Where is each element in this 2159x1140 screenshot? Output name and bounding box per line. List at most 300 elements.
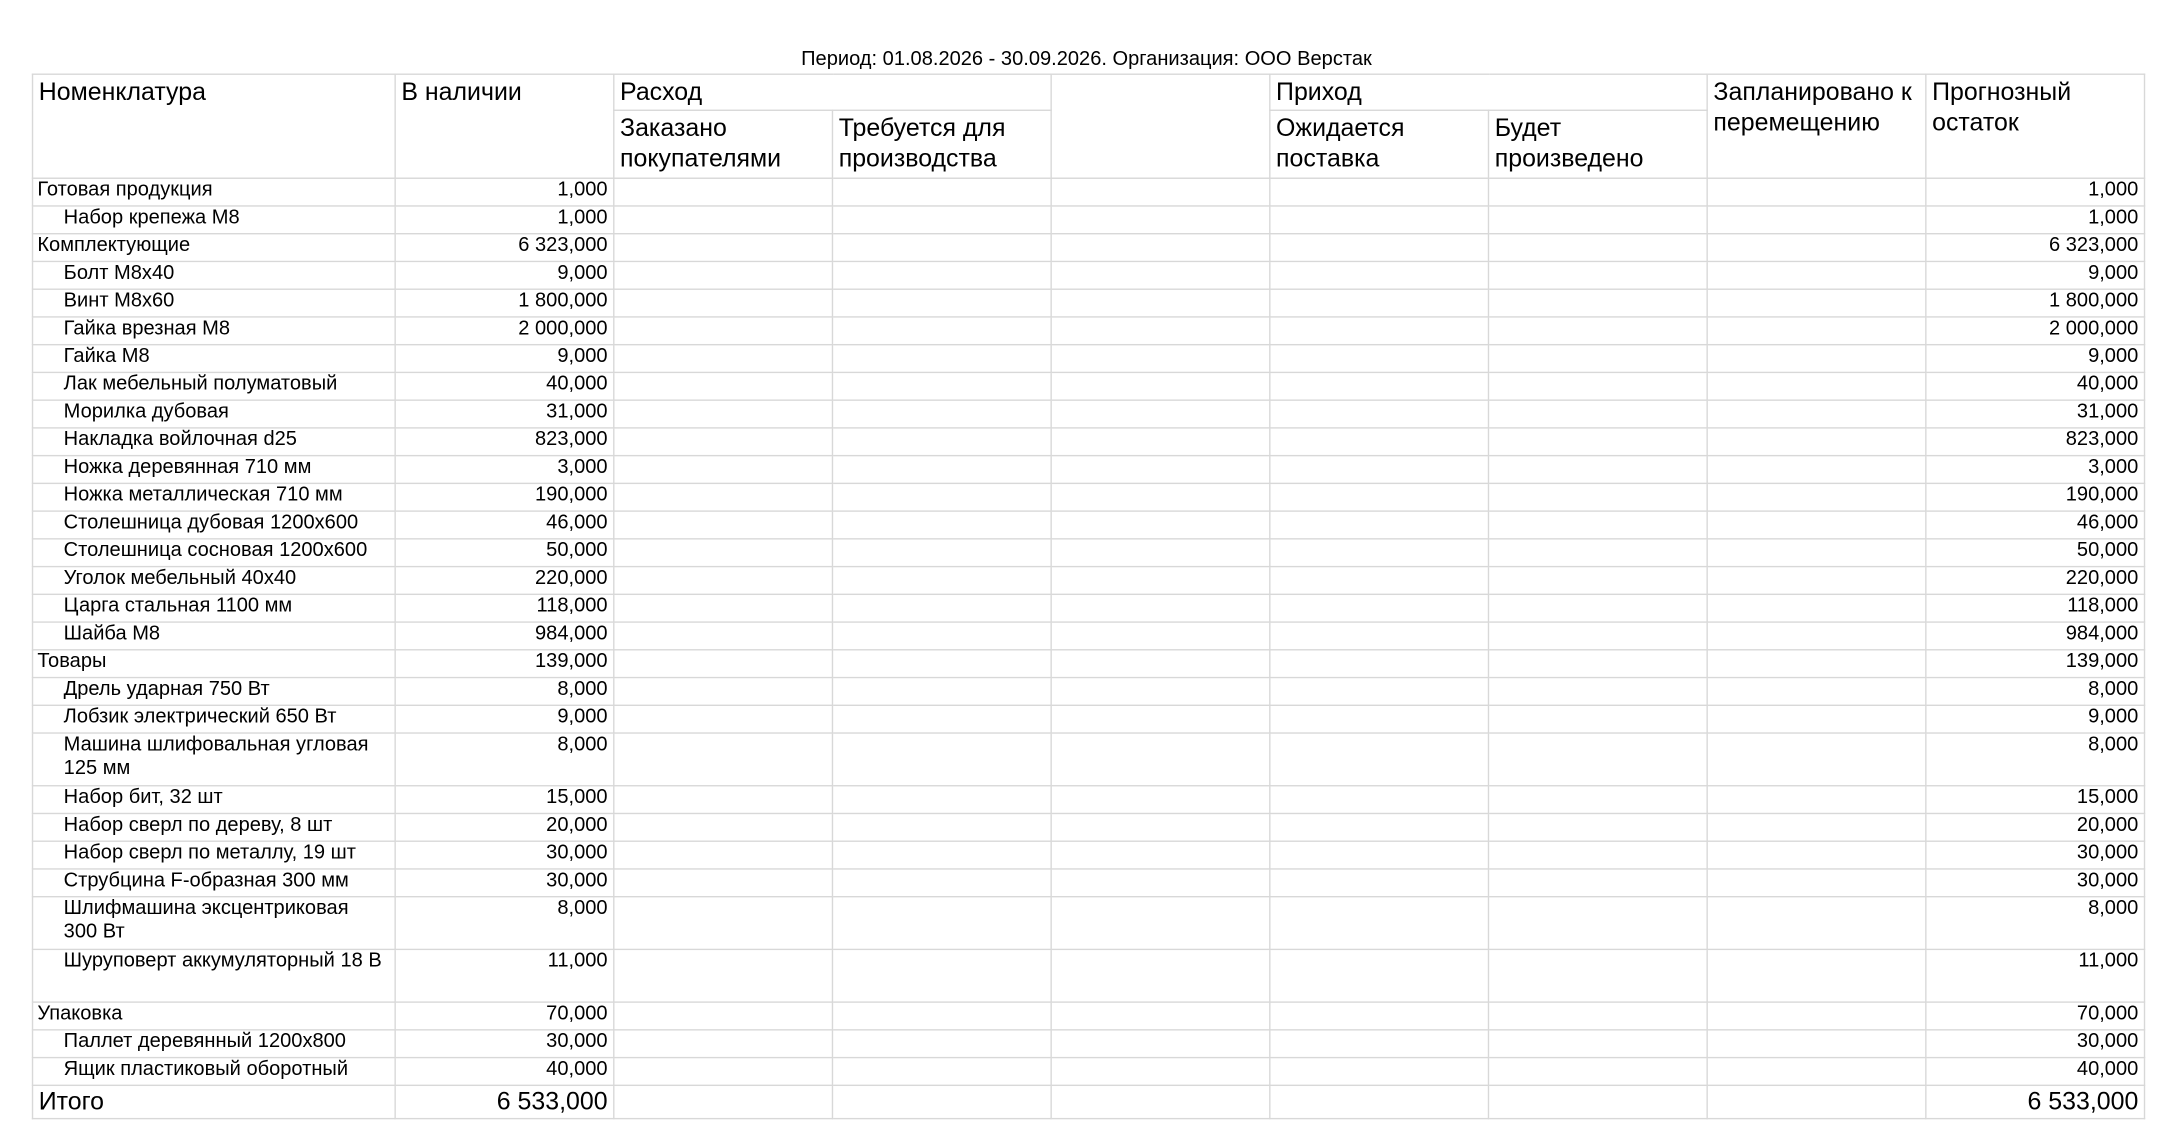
in-stock-cell: 1,000 bbox=[395, 178, 614, 206]
empty-cell bbox=[1270, 1058, 1489, 1086]
item-name: Лобзик электрический 650 Вт bbox=[33, 705, 396, 733]
empty-cell bbox=[1707, 483, 1926, 511]
empty-cell bbox=[1707, 539, 1926, 567]
empty-cell bbox=[1488, 650, 1707, 678]
item-name: Дрель ударная 750 Вт bbox=[33, 678, 396, 706]
forecast-cell: 118,000 bbox=[1926, 594, 2145, 622]
forecast-cell: 50,000 bbox=[1926, 539, 2145, 567]
empty-cell bbox=[1488, 483, 1707, 511]
empty-cell bbox=[1488, 813, 1707, 841]
empty-cell bbox=[1707, 1058, 1926, 1086]
empty-cell bbox=[1488, 317, 1707, 345]
empty-cell bbox=[1707, 650, 1926, 678]
empty-cell bbox=[1270, 234, 1489, 262]
empty-cell bbox=[1270, 786, 1489, 814]
total-in-stock: 6 533,000 bbox=[395, 1085, 614, 1118]
forecast-cell: 30,000 bbox=[1926, 869, 2145, 897]
empty-cell bbox=[832, 733, 1051, 786]
item-row bbox=[33, 1030, 2145, 1058]
item-row bbox=[33, 317, 2145, 345]
empty-cell bbox=[1707, 372, 1926, 400]
forecast-cell: 8,000 bbox=[1926, 678, 2145, 706]
forecast-cell: 2 000,000 bbox=[1926, 317, 2145, 345]
empty-cell bbox=[1270, 483, 1489, 511]
empty-cell bbox=[1270, 1030, 1489, 1058]
forecast-cell: 8,000 bbox=[1926, 733, 2145, 786]
empty-cell bbox=[614, 786, 833, 814]
item-name: Столешница сосновая 1200х600 bbox=[33, 539, 396, 567]
item-name: Лак мебельный полуматовый bbox=[33, 372, 396, 400]
in-stock-cell: 15,000 bbox=[395, 786, 614, 814]
empty-cell bbox=[1707, 456, 1926, 484]
empty-cell bbox=[614, 733, 833, 786]
empty-cell bbox=[614, 594, 833, 622]
item-name: Набор сверл по дереву, 8 шт bbox=[33, 813, 396, 841]
forecast-cell: 823,000 bbox=[1926, 428, 2145, 456]
in-stock-cell: 40,000 bbox=[395, 372, 614, 400]
empty-cell bbox=[614, 678, 833, 706]
empty-cell bbox=[614, 897, 833, 950]
empty-cell bbox=[1051, 622, 1270, 650]
empty-cell bbox=[832, 594, 1051, 622]
item-name: Паллет деревянный 1200х800 bbox=[33, 1030, 396, 1058]
empty-cell bbox=[1488, 841, 1707, 869]
forecast-cell: 1,000 bbox=[1926, 178, 2145, 206]
empty-cell bbox=[832, 483, 1051, 511]
empty-cell bbox=[1488, 594, 1707, 622]
empty-cell bbox=[1488, 345, 1707, 373]
empty-cell bbox=[1051, 841, 1270, 869]
empty-cell bbox=[1707, 289, 1926, 317]
empty-cell bbox=[832, 511, 1051, 539]
empty-cell bbox=[1051, 650, 1270, 678]
empty-cell bbox=[1270, 897, 1489, 950]
empty-cell bbox=[614, 1030, 833, 1058]
empty-cell bbox=[614, 289, 833, 317]
empty-cell bbox=[614, 813, 833, 841]
empty-cell bbox=[832, 428, 1051, 456]
in-stock-cell: 9,000 bbox=[395, 261, 614, 289]
empty-cell bbox=[1051, 206, 1270, 234]
total-cell bbox=[1488, 1085, 1707, 1118]
empty-cell bbox=[614, 234, 833, 262]
col-header-expense: Расход bbox=[614, 74, 1051, 110]
empty-cell bbox=[832, 1058, 1051, 1086]
empty-cell bbox=[1488, 786, 1707, 814]
empty-cell bbox=[1270, 317, 1489, 345]
item-row bbox=[33, 261, 2145, 289]
group-name: Готовая продукция bbox=[33, 178, 396, 206]
empty-cell bbox=[1270, 650, 1489, 678]
item-row bbox=[33, 511, 2145, 539]
forecast-cell: 9,000 bbox=[1926, 261, 2145, 289]
item-name: Набор сверл по металлу, 19 шт bbox=[33, 841, 396, 869]
in-stock-cell: 8,000 bbox=[395, 897, 614, 950]
empty-cell bbox=[614, 841, 833, 869]
in-stock-cell: 30,000 bbox=[395, 1030, 614, 1058]
empty-cell bbox=[1488, 705, 1707, 733]
empty-cell bbox=[1051, 869, 1270, 897]
forecast-cell: 70,000 bbox=[1926, 1002, 2145, 1030]
empty-cell bbox=[832, 206, 1051, 234]
forecast-cell: 9,000 bbox=[1926, 345, 2145, 373]
in-stock-cell: 9,000 bbox=[395, 345, 614, 373]
item-row bbox=[33, 949, 2145, 1002]
empty-cell bbox=[1707, 567, 1926, 595]
empty-cell bbox=[1707, 733, 1926, 786]
empty-cell bbox=[1488, 234, 1707, 262]
empty-cell bbox=[1270, 372, 1489, 400]
item-row bbox=[33, 869, 2145, 897]
empty-cell bbox=[1270, 869, 1489, 897]
in-stock-cell: 8,000 bbox=[395, 678, 614, 706]
item-name: Накладка войлочная d25 bbox=[33, 428, 396, 456]
col-header-forecast-balance: Прогнозный остаток bbox=[1926, 74, 2145, 178]
in-stock-cell: 2 000,000 bbox=[395, 317, 614, 345]
in-stock-cell: 1 800,000 bbox=[395, 289, 614, 317]
empty-cell bbox=[1488, 428, 1707, 456]
empty-cell bbox=[1270, 456, 1489, 484]
empty-cell bbox=[614, 428, 833, 456]
in-stock-cell: 3,000 bbox=[395, 456, 614, 484]
item-name: Шлифмашина эксцентриковая 300 Вт bbox=[33, 897, 396, 950]
empty-cell bbox=[614, 511, 833, 539]
empty-cell bbox=[1707, 511, 1926, 539]
empty-cell bbox=[614, 567, 833, 595]
empty-cell bbox=[1270, 813, 1489, 841]
item-name: Уголок мебельный 40х40 bbox=[33, 567, 396, 595]
empty-cell bbox=[1707, 1030, 1926, 1058]
empty-cell bbox=[832, 345, 1051, 373]
item-row bbox=[33, 372, 2145, 400]
empty-cell bbox=[1051, 1030, 1270, 1058]
empty-cell bbox=[832, 949, 1051, 1002]
total-cell bbox=[832, 1085, 1051, 1118]
empty-cell bbox=[1488, 567, 1707, 595]
empty-cell bbox=[614, 1058, 833, 1086]
item-row bbox=[33, 841, 2145, 869]
item-name: Морилка дубовая bbox=[33, 400, 396, 428]
empty-cell bbox=[832, 372, 1051, 400]
empty-cell bbox=[1051, 949, 1270, 1002]
empty-cell bbox=[1270, 539, 1489, 567]
empty-cell bbox=[1707, 234, 1926, 262]
in-stock-cell: 70,000 bbox=[395, 1002, 614, 1030]
empty-cell bbox=[1270, 345, 1489, 373]
empty-cell bbox=[1707, 897, 1926, 950]
item-name: Гайка врезная М8 bbox=[33, 317, 396, 345]
empty-cell bbox=[1051, 372, 1270, 400]
in-stock-cell: 139,000 bbox=[395, 650, 614, 678]
empty-cell bbox=[1707, 622, 1926, 650]
item-name: Ящик пластиковый оборотный bbox=[33, 1058, 396, 1086]
total-cell bbox=[614, 1085, 833, 1118]
forecast-cell: 20,000 bbox=[1926, 813, 2145, 841]
empty-cell bbox=[1707, 428, 1926, 456]
empty-cell bbox=[614, 622, 833, 650]
in-stock-cell: 30,000 bbox=[395, 841, 614, 869]
empty-cell bbox=[1707, 345, 1926, 373]
empty-cell bbox=[832, 678, 1051, 706]
in-stock-cell: 6 323,000 bbox=[395, 234, 614, 262]
item-name: Струбцина F-образная 300 мм bbox=[33, 869, 396, 897]
item-name: Винт М8х60 bbox=[33, 289, 396, 317]
empty-cell bbox=[832, 289, 1051, 317]
empty-cell bbox=[1707, 869, 1926, 897]
empty-cell bbox=[1270, 841, 1489, 869]
empty-cell bbox=[1707, 786, 1926, 814]
item-row bbox=[33, 428, 2145, 456]
empty-cell bbox=[1707, 594, 1926, 622]
empty-cell bbox=[1051, 1058, 1270, 1086]
stock-forecast-table bbox=[32, 74, 2145, 1120]
empty-cell bbox=[1488, 289, 1707, 317]
col-header-nomenclature: Номенклатура bbox=[33, 74, 396, 178]
item-row bbox=[33, 786, 2145, 814]
empty-cell bbox=[1488, 539, 1707, 567]
empty-cell bbox=[1270, 206, 1489, 234]
empty-cell bbox=[1707, 813, 1926, 841]
in-stock-cell: 220,000 bbox=[395, 567, 614, 595]
empty-cell bbox=[1051, 234, 1270, 262]
empty-cell bbox=[1051, 705, 1270, 733]
empty-cell bbox=[1707, 178, 1926, 206]
empty-cell bbox=[1270, 705, 1489, 733]
empty-cell bbox=[614, 650, 833, 678]
forecast-cell: 40,000 bbox=[1926, 1058, 2145, 1086]
empty-cell bbox=[1488, 733, 1707, 786]
empty-cell bbox=[1051, 594, 1270, 622]
col-header-required-for-production: Требуется для производства bbox=[832, 110, 1051, 178]
empty-cell bbox=[1488, 949, 1707, 1002]
empty-cell bbox=[1488, 869, 1707, 897]
empty-cell bbox=[1051, 456, 1270, 484]
empty-cell bbox=[1051, 678, 1270, 706]
header-row-1 bbox=[33, 74, 2145, 110]
empty-cell bbox=[1051, 1002, 1270, 1030]
empty-cell bbox=[614, 345, 833, 373]
col-header-planned-transfer: Запланировано к перемещению bbox=[1707, 74, 1926, 178]
empty-cell bbox=[1051, 813, 1270, 841]
empty-cell bbox=[1270, 1002, 1489, 1030]
total-cell bbox=[1707, 1085, 1926, 1118]
empty-cell bbox=[1488, 897, 1707, 950]
in-stock-cell: 823,000 bbox=[395, 428, 614, 456]
total-row bbox=[33, 1085, 2145, 1118]
empty-cell bbox=[1270, 178, 1489, 206]
forecast-cell: 15,000 bbox=[1926, 786, 2145, 814]
empty-cell bbox=[832, 178, 1051, 206]
empty-cell bbox=[1051, 483, 1270, 511]
empty-cell bbox=[1707, 206, 1926, 234]
in-stock-cell: 118,000 bbox=[395, 594, 614, 622]
forecast-cell: 11,000 bbox=[1926, 949, 2145, 1002]
in-stock-cell: 8,000 bbox=[395, 733, 614, 786]
empty-cell bbox=[614, 178, 833, 206]
empty-cell bbox=[832, 1002, 1051, 1030]
item-row bbox=[33, 897, 2145, 950]
group-name: Упаковка bbox=[33, 1002, 396, 1030]
item-row bbox=[33, 594, 2145, 622]
empty-cell bbox=[1488, 206, 1707, 234]
in-stock-cell: 46,000 bbox=[395, 511, 614, 539]
in-stock-cell: 190,000 bbox=[395, 483, 614, 511]
forecast-cell: 1,000 bbox=[1926, 206, 2145, 234]
empty-cell bbox=[1707, 949, 1926, 1002]
empty-cell bbox=[1051, 428, 1270, 456]
empty-cell bbox=[1270, 261, 1489, 289]
empty-cell bbox=[832, 650, 1051, 678]
item-name: Шуруповерт аккумуляторный 18 В bbox=[33, 949, 396, 1002]
empty-cell bbox=[614, 483, 833, 511]
total-cell bbox=[1270, 1085, 1489, 1118]
item-name: Машина шлифовальная угловая 125 мм bbox=[33, 733, 396, 786]
item-row bbox=[33, 289, 2145, 317]
item-name: Столешница дубовая 1200х600 bbox=[33, 511, 396, 539]
empty-cell bbox=[614, 869, 833, 897]
empty-cell bbox=[832, 897, 1051, 950]
empty-cell bbox=[1270, 400, 1489, 428]
item-row bbox=[33, 705, 2145, 733]
empty-cell bbox=[614, 400, 833, 428]
empty-cell bbox=[1707, 678, 1926, 706]
empty-cell bbox=[1051, 786, 1270, 814]
forecast-cell: 3,000 bbox=[1926, 456, 2145, 484]
empty-cell bbox=[1707, 1002, 1926, 1030]
item-row bbox=[33, 733, 2145, 786]
forecast-cell: 6 323,000 bbox=[1926, 234, 2145, 262]
total-cell bbox=[1051, 1085, 1270, 1118]
item-name: Гайка М8 bbox=[33, 345, 396, 373]
col-header-blank bbox=[1051, 74, 1270, 178]
empty-cell bbox=[1488, 261, 1707, 289]
empty-cell bbox=[832, 261, 1051, 289]
in-stock-cell: 50,000 bbox=[395, 539, 614, 567]
item-row bbox=[33, 678, 2145, 706]
empty-cell bbox=[1707, 261, 1926, 289]
empty-cell bbox=[614, 206, 833, 234]
group-row bbox=[33, 1002, 2145, 1030]
empty-cell bbox=[1270, 567, 1489, 595]
empty-cell bbox=[1488, 456, 1707, 484]
group-name: Комплектующие bbox=[33, 234, 396, 262]
item-row bbox=[33, 539, 2145, 567]
empty-cell bbox=[1051, 289, 1270, 317]
in-stock-cell: 40,000 bbox=[395, 1058, 614, 1086]
empty-cell bbox=[1707, 841, 1926, 869]
forecast-cell: 40,000 bbox=[1926, 372, 2145, 400]
empty-cell bbox=[614, 539, 833, 567]
forecast-cell: 1 800,000 bbox=[1926, 289, 2145, 317]
empty-cell bbox=[1488, 1002, 1707, 1030]
item-row bbox=[33, 622, 2145, 650]
forecast-cell: 30,000 bbox=[1926, 841, 2145, 869]
empty-cell bbox=[1051, 400, 1270, 428]
item-name: Царга стальная 1100 мм bbox=[33, 594, 396, 622]
empty-cell bbox=[614, 705, 833, 733]
forecast-cell: 30,000 bbox=[1926, 1030, 2145, 1058]
empty-cell bbox=[832, 456, 1051, 484]
item-name: Набор бит, 32 шт bbox=[33, 786, 396, 814]
empty-cell bbox=[1270, 949, 1489, 1002]
empty-cell bbox=[1051, 511, 1270, 539]
total-label: Итого bbox=[33, 1085, 396, 1118]
in-stock-cell: 20,000 bbox=[395, 813, 614, 841]
item-row bbox=[33, 206, 2145, 234]
empty-cell bbox=[1270, 622, 1489, 650]
group-row bbox=[33, 234, 2145, 262]
forecast-cell: 8,000 bbox=[1926, 897, 2145, 950]
empty-cell bbox=[1051, 539, 1270, 567]
empty-cell bbox=[1488, 372, 1707, 400]
total-forecast: 6 533,000 bbox=[1926, 1085, 2145, 1118]
empty-cell bbox=[1488, 1030, 1707, 1058]
empty-cell bbox=[832, 567, 1051, 595]
empty-cell bbox=[614, 372, 833, 400]
item-row bbox=[33, 345, 2145, 373]
item-row bbox=[33, 567, 2145, 595]
report-body bbox=[33, 178, 2145, 1085]
empty-cell bbox=[832, 400, 1051, 428]
forecast-cell: 9,000 bbox=[1926, 705, 2145, 733]
empty-cell bbox=[832, 705, 1051, 733]
item-row bbox=[33, 400, 2145, 428]
forecast-cell: 46,000 bbox=[1926, 511, 2145, 539]
empty-cell bbox=[614, 261, 833, 289]
empty-cell bbox=[832, 841, 1051, 869]
forecast-cell: 190,000 bbox=[1926, 483, 2145, 511]
item-name: Шайба М8 bbox=[33, 622, 396, 650]
in-stock-cell: 1,000 bbox=[395, 206, 614, 234]
empty-cell bbox=[1270, 428, 1489, 456]
empty-cell bbox=[1051, 733, 1270, 786]
empty-cell bbox=[1707, 400, 1926, 428]
group-name: Товары bbox=[33, 650, 396, 678]
empty-cell bbox=[1488, 678, 1707, 706]
empty-cell bbox=[832, 539, 1051, 567]
item-name: Ножка металлическая 710 мм bbox=[33, 483, 396, 511]
empty-cell bbox=[1488, 178, 1707, 206]
in-stock-cell: 11,000 bbox=[395, 949, 614, 1002]
in-stock-cell: 9,000 bbox=[395, 705, 614, 733]
empty-cell bbox=[1051, 567, 1270, 595]
empty-cell bbox=[1488, 622, 1707, 650]
item-row bbox=[33, 813, 2145, 841]
item-name: Набор крепежа М8 bbox=[33, 206, 396, 234]
in-stock-cell: 30,000 bbox=[395, 869, 614, 897]
item-name: Ножка деревянная 710 мм bbox=[33, 456, 396, 484]
empty-cell bbox=[1488, 400, 1707, 428]
item-row bbox=[33, 483, 2145, 511]
in-stock-cell: 984,000 bbox=[395, 622, 614, 650]
empty-cell bbox=[1270, 511, 1489, 539]
empty-cell bbox=[1270, 289, 1489, 317]
empty-cell bbox=[1270, 733, 1489, 786]
empty-cell bbox=[832, 813, 1051, 841]
col-header-in-stock: В наличии bbox=[395, 74, 614, 178]
empty-cell bbox=[1488, 1058, 1707, 1086]
empty-cell bbox=[832, 234, 1051, 262]
empty-cell bbox=[1051, 317, 1270, 345]
in-stock-cell: 31,000 bbox=[395, 400, 614, 428]
empty-cell bbox=[614, 317, 833, 345]
forecast-cell: 984,000 bbox=[1926, 622, 2145, 650]
empty-cell bbox=[832, 1030, 1051, 1058]
empty-cell bbox=[832, 869, 1051, 897]
group-row bbox=[33, 650, 2145, 678]
col-header-income: Приход bbox=[1270, 74, 1707, 110]
empty-cell bbox=[832, 317, 1051, 345]
